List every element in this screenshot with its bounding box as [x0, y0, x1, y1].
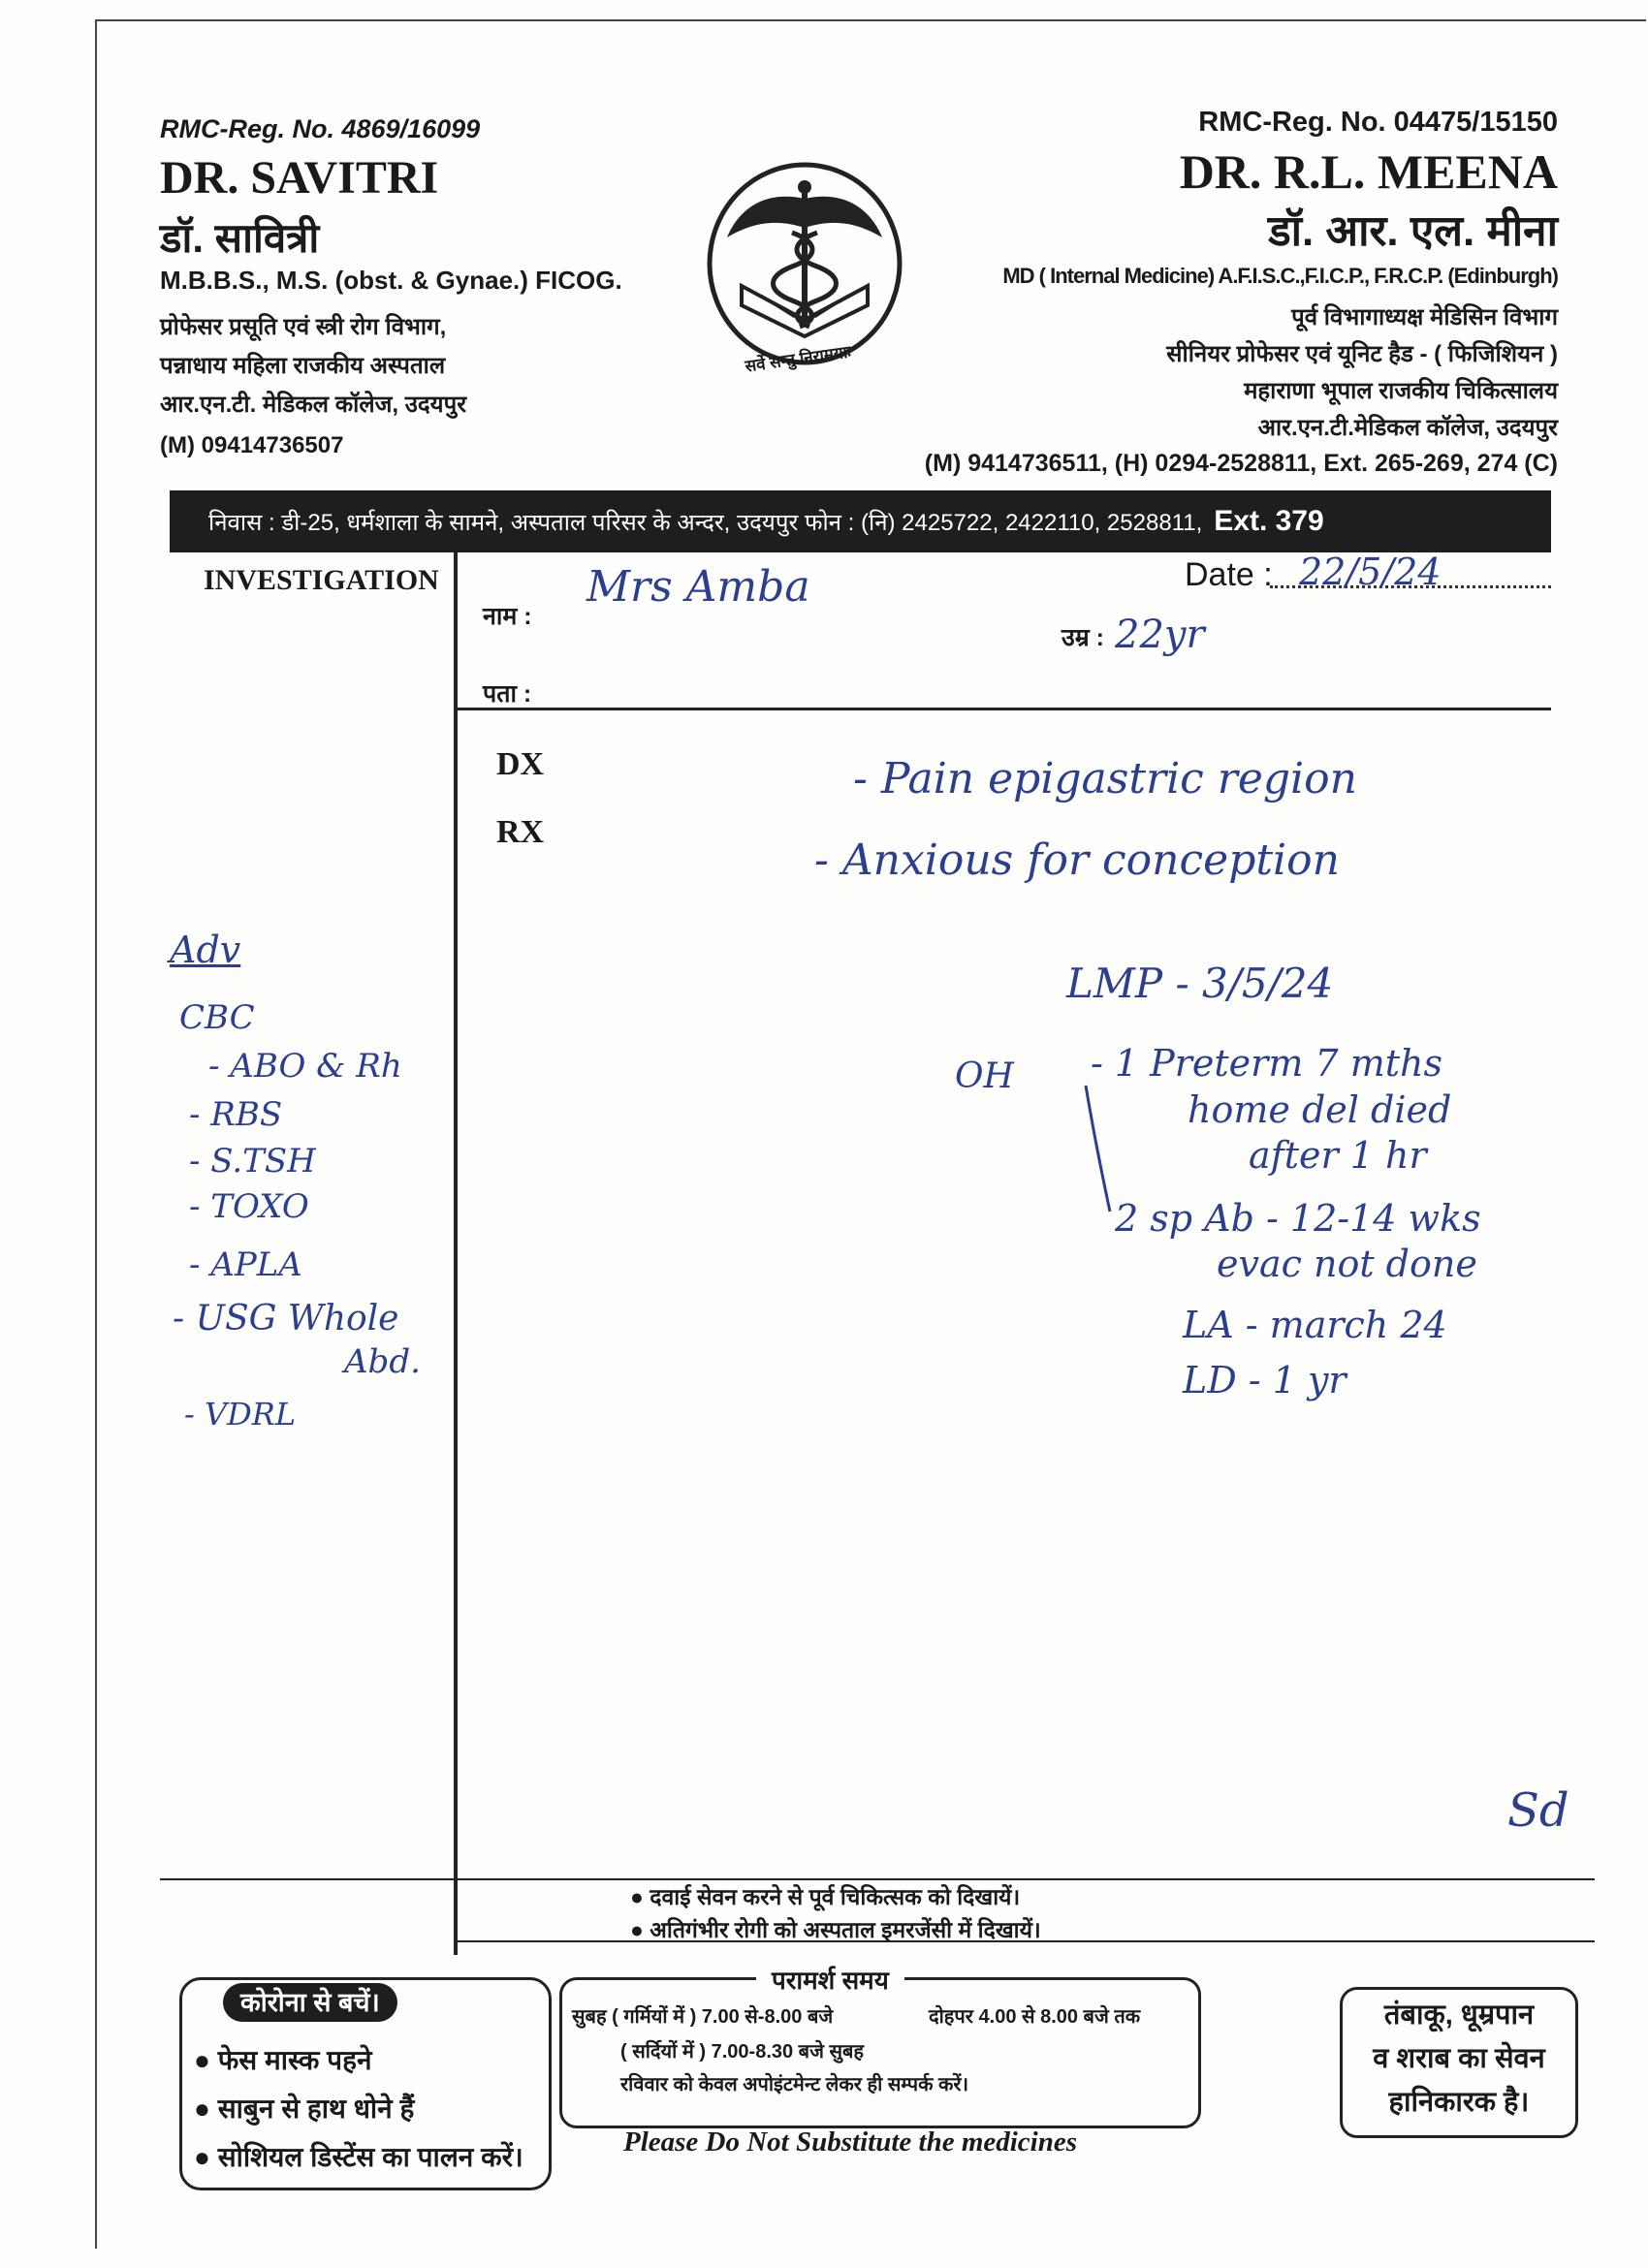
bottom-note: Please Do Not Substitute the medicines	[623, 2126, 1078, 2158]
right-line3: महाराणा भूपाल राजकीय चिकित्सालय	[1244, 378, 1558, 404]
date-value: 22/5/24	[1299, 551, 1442, 593]
right-line1: पूर्व विभागाध्यक्ष मेडिसिन विभाग	[1291, 304, 1558, 331]
note-line-2: - Anxious for conception	[814, 835, 1340, 885]
name-label: नाम :	[483, 603, 532, 630]
caduceus-icon	[703, 160, 906, 368]
note-line-11: LD - 1 yr	[1183, 1359, 1347, 1402]
investigation-label: INVESTIGATION	[204, 564, 439, 596]
tobacco-line-3: हानिकारक है।	[1388, 2087, 1530, 2118]
footer-note-1-text: दवाई सेवन करने से पूर्व चिकित्सक को दिखायें।	[650, 1884, 1021, 1909]
corona-item-2-text: साबुन से हाथ धोने हैं	[217, 2094, 415, 2124]
note-line-6: home del died	[1188, 1088, 1452, 1131]
investigation-item-8: Abd.	[344, 1342, 421, 1381]
note-line-7: after 1 hr	[1249, 1134, 1427, 1177]
address-ext: Ext. 379	[1214, 505, 1324, 537]
top-edge	[95, 19, 1646, 21]
note-line-8: 2 sp Ab - 12-14 wks	[1115, 1197, 1481, 1240]
investigation-item-9: - VDRL	[184, 1396, 297, 1433]
right-reg-no: RMC-Reg. No. 04475/15150	[1198, 107, 1558, 138]
right-doctor-name: DR. R.L. MEENA	[1179, 144, 1558, 199]
consult-line-1a: सुबह ( गर्मियों में ) 7.00 से-8.00 बजे	[572, 2006, 834, 2028]
age-value: 22yr	[1115, 613, 1205, 657]
corona-title: कोरोना से बचें।	[223, 1983, 397, 2022]
investigation-item-7: - USG Whole	[173, 1299, 399, 1339]
investigation-item-3: - RBS	[189, 1095, 283, 1134]
patient-name: Mrs Amba	[586, 562, 810, 612]
left-doctor-name-hindi: डॉ. सावित्री	[160, 215, 320, 261]
corona-item-1-text: फेस मास्क पहने	[217, 2045, 372, 2075]
left-reg-no: RMC-Reg. No. 4869/16099	[160, 114, 481, 143]
footer-note-2-text: अतिगंभीर रोगी को अस्पताल इमरजेंसी में दिखायें।	[650, 1917, 1041, 1942]
doctor-signature: Sd	[1507, 1783, 1569, 1838]
tobacco-line-1: तंबाकू, धूम्रपान	[1383, 2000, 1535, 2031]
left-line1: प्रोफेसर प्रसूति एवं स्त्री रोग विभाग,	[160, 314, 447, 340]
dx-label: DX	[496, 746, 545, 782]
left-mobile: (M) 09414736507	[160, 432, 344, 458]
right-line2: सीनियर प्रोफेसर एवं यूनिट हैड - ( फिजिशियन )	[1166, 341, 1558, 367]
investigation-item-4: - S.TSH	[189, 1142, 316, 1181]
note-line-1: - Pain epigastric region	[853, 754, 1357, 803]
left-line3: आर.एन.टी. मेडिकल कॉलेज, उदयपुर	[160, 392, 467, 418]
corona-item-1: ● फेस मास्क पहने	[194, 2045, 372, 2075]
investigation-item-6: - APLA	[189, 1245, 302, 1284]
address-bar	[170, 490, 1551, 552]
obstetric-history-bracket	[1076, 1056, 1125, 1221]
note-line-10: LA - march 24	[1183, 1304, 1447, 1346]
left-edge	[95, 19, 97, 2249]
investigation-divider	[454, 552, 458, 1955]
left-line2: पन्नाधाय महिला राजकीय अस्पताल	[160, 353, 446, 379]
header-divider	[456, 708, 1551, 710]
consult-title: परामर्श समय	[756, 1962, 904, 1997]
investigation-item-5: - TOXO	[189, 1187, 309, 1226]
consult-line-1b: दोहपर 4.00 से 8.00 बजे तक	[929, 2006, 1141, 2028]
consult-line-2: ( सर्दियों में ) 7.00-8.30 बजे सुबह	[620, 2041, 865, 2063]
address-text: निवास : डी-25, धर्मशाला के सामने, अस्पताल परिसर के अन्दर, उदयपुर फोन : (नि) 2425722, 2422110, 2528811,	[208, 509, 1203, 536]
rx-label: RX	[496, 814, 545, 850]
note-line-5: - 1 Preterm 7 mths	[1091, 1042, 1442, 1085]
logo-motto: सर्वे सन्तु निरामयाः	[744, 342, 852, 376]
note-line-4: OH	[955, 1056, 1014, 1096]
address-label: पता :	[483, 680, 532, 708]
footer-note-1: ● दवाई सेवन करने से पूर्व चिकित्सक को दिखायें।	[630, 1884, 1021, 1909]
date-label: Date :	[1185, 556, 1273, 593]
corona-item-3: ● सोशियल डिस्टेंस का पालन करें।	[194, 2142, 523, 2172]
footer-note-2: ● अतिगंभीर रोगी को अस्पताल इमरजेंसी में दिखायें।	[630, 1917, 1041, 1942]
right-degrees: MD ( Internal Medicine) A.F.I.S.C.,F.I.C.P., F.R.C.P. (Edinburgh)	[1002, 264, 1558, 288]
corona-item-3-text: सोशियल डिस्टेंस का पालन करें।	[217, 2142, 523, 2172]
right-line4: आर.एन.टी.मेडिकल कॉलेज, उदयपुर	[1257, 415, 1558, 441]
tobacco-line-2: व शराब का सेवन	[1373, 2043, 1545, 2074]
right-phones: (M) 9414736511, (H) 0294-2528811, Ext. 265-269, 274 (C)	[924, 450, 1558, 477]
investigation-item-1: CBC	[179, 998, 255, 1037]
note-line-9: evac not done	[1217, 1243, 1477, 1285]
corona-item-2: ● साबुन से हाथ धोने हैं	[194, 2094, 415, 2124]
note-line-3: LMP - 3/5/24	[1066, 960, 1334, 1007]
investigation-item-2: - ABO & Rh	[208, 1047, 402, 1086]
left-doctor-name: DR. SAVITRI	[160, 152, 439, 204]
investigation-heading: Adv	[170, 929, 241, 971]
consult-line-3: रविवार को केवल अपोइंटमेन्ट लेकर ही सम्पर्क करें।	[620, 2074, 969, 2095]
left-degrees: M.B.B.S., M.S. (obst. & Gynae.) FICOG.	[160, 266, 622, 295]
right-doctor-name-hindi: डॉ. आर. एल. मीना	[1268, 207, 1558, 255]
age-label: उम्र :	[1062, 624, 1104, 651]
